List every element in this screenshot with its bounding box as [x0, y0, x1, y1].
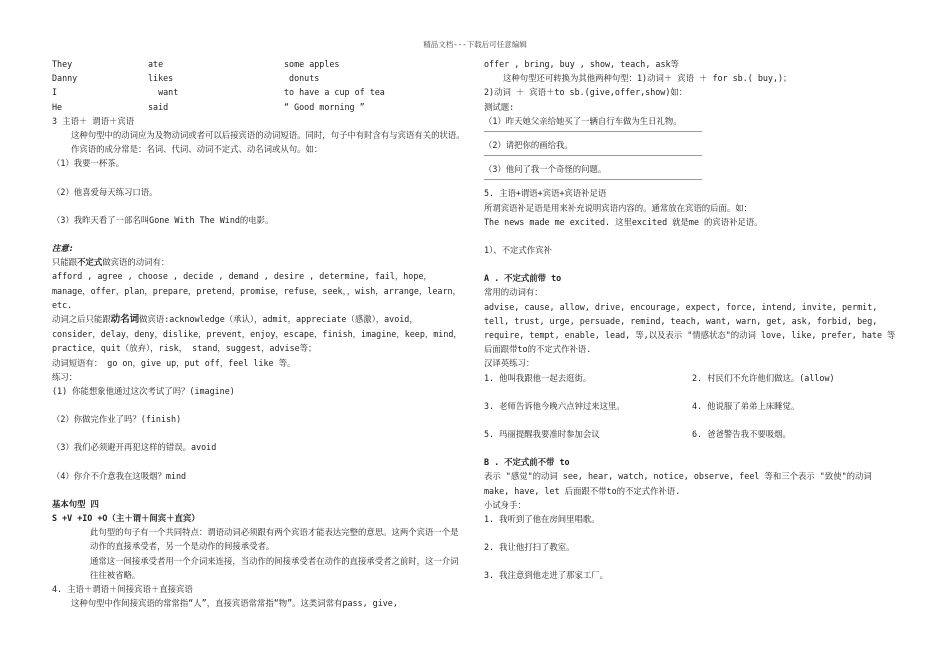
example-row [52, 71, 466, 85]
translation-row [484, 399, 900, 413]
section3-description: 这种句型中的动词应为及物动词或者可以后接宾语的动词短语。同时，句子中有时含有与宾语有关的状语。作宾语的成分常是：名词、代词、动词不定式、动名词或从句。如： [71, 130, 465, 155]
translation-item: 2. 村民们不允许他们做这。(allow) [692, 372, 835, 383]
section5-title: 5. 主语+谓语+宾语+宾语补足语 [484, 188, 607, 199]
translation-item: 3. 老师告诉他今晚六点钟过来这里。 [484, 400, 625, 411]
verb-cell: ate [148, 59, 164, 69]
conversion-note: 这种句型还可转换为其他两种句型：1)动词＋ 宾语 ＋ for sb.( buy,)； [503, 73, 792, 84]
page-header: 精品文档---下载后可任意编辑 [423, 40, 527, 49]
translation-item: 6. 爸爸警告我不要吸烟。 [692, 429, 791, 440]
translation-title: 汉译英练习： [484, 358, 535, 369]
practice-title: 练习： [52, 371, 78, 382]
infinitive-verbs-list: afford , agree , choose , decide , demand , desire , determine, fail，hope，manage，offer，plan，prepare，pretend，promise，refuse，seek，，wish，arrange，learn，etc. [52, 271, 461, 310]
right-column [484, 57, 900, 583]
verb-cell: said [148, 101, 169, 112]
translation-item: 1. 他叫我跟他一起去逛街。 [484, 372, 592, 383]
conversion-note-2: 2)动词 ＋ 宾语＋to sb.(give,offer,show)如： [484, 87, 688, 98]
practice-2: （2）你做完作业了吗？(finish) [52, 414, 182, 425]
translation-row [484, 427, 900, 441]
basic-pattern-formula: S +V +IO +O（主＋谓＋间宾＋直宾） [52, 513, 200, 524]
part-a-common-verbs: 常用的动词有： [484, 287, 543, 298]
example-row [52, 100, 466, 114]
object-cell: to have a cup of tea [284, 87, 385, 98]
section4-title: 4. 主语＋谓语＋间接宾语＋直接宾语 [52, 584, 193, 595]
test-question-1: （1）昨天她父亲给她买了一辆自行车做为生日礼物。 [484, 115, 682, 126]
basic-pattern-description-1: 此句型的句子有一个共同特点：谓语动词必须跟有两个宾语才能表达完整的意思。这两个宾语一个是动作的直接承受者，另一个是动作的间接承受者。 [90, 527, 459, 552]
section3-example-1: （1）我要一杯茶。 [52, 158, 125, 169]
test-question-3: （3）他问了我一个奇怪的问题。 [484, 164, 607, 175]
note-infinitive-intro: 只能跟不定式做宾语的动词有： [52, 257, 170, 268]
part-a-verbs-list: advise, cause, allow, drive, encourage, expect, force, intend, invite, permit, tell, trust, urge, persuade, remind, teach, want, warn, get, ask, forbid, beg, require, tempt, enable, lead, 等,以及表示 "情感状态"的动词 love, like, prefer, hate 等后面跟带to的不定式作补语. [484, 301, 896, 355]
answer-line[interactable] [484, 131, 702, 132]
basic-pattern-description-2: 通常这一间接承受者用一个介词来连接，当动作的间接承受者在动作的直接承受者之前时，这一介词往往被省略。 [90, 555, 459, 580]
part-b-description: 表示 "感觉"的动词 see, hear, watch, notice, observe, feel 等和三个表示 "致使"的动词 make, have, let 后面跟不带to的不定式作补语. [484, 471, 872, 496]
section5-example: The news made me excited. 这里excited 就是me 的宾语补足语。 [484, 216, 763, 227]
section3-title: 3 主语＋ 谓语＋宾语 [52, 115, 135, 126]
basic-pattern-title: 基本句型 四 [52, 498, 99, 509]
translation-item: 4. 他说服了弟弟上床睡觉。 [692, 400, 800, 411]
object-cell: some apples [284, 59, 340, 69]
answer-line[interactable] [484, 179, 702, 180]
phrasal-verbs: 动词短语有： go on，give up，put off，feel like 等。 [52, 357, 296, 368]
gerund-verbs-list: 动词之后只能跟动名词做宾语:acknowledge（承认），admit，appreciate（感激），avoid，consider，delay，deny，dislike，prevent，enjoy，escape，finish，imagine，keep，mind，practice，quit（放弃），risk， stand，suggest，advise等； [52, 314, 462, 354]
section3-example-3: （3）我昨天看了一部名叫Gone With The Wind的电影。 [52, 214, 274, 225]
section5-description: 所谓宾语补足语是用来补充说明宾语内容的。通常放在宾语的后面。如： [484, 202, 752, 213]
verb-cell: likes [148, 73, 174, 84]
part-b-title: B . 不定式前不带 to [484, 457, 570, 468]
object-cell: “ Good morning ” [284, 101, 365, 112]
test-question-2: （2）请把你的画给我。 [484, 140, 573, 151]
section4-description: 这种句型中作间接宾语的常常指“人”，直接宾语常常指“物”。这类词常有pass, give, [71, 598, 398, 609]
note-title: 注意: [52, 243, 74, 254]
subsection-infinitive: 1）、不定式作宾补 [484, 245, 552, 256]
verb-cell: want [148, 87, 179, 98]
test-title: 测试题: [484, 101, 515, 112]
quiz-item-1: 1. 我听到了他在房间里唱歌。 [484, 514, 600, 525]
section3-example-2: （2）他喜爱每天练习口语。 [52, 186, 158, 197]
quiz-title: 小试身手： [484, 499, 526, 510]
translation-row [484, 371, 900, 385]
left-column [52, 57, 466, 611]
example-row [52, 85, 466, 99]
quiz-item-3: 3. 我注意到他走进了那家工厂。 [484, 570, 609, 581]
verb-list-continued: offer , bring, buy , show, teach, ask等 [484, 59, 679, 69]
object-cell: donuts [284, 73, 320, 84]
example-row [52, 57, 466, 71]
subject-cell: Danny [52, 73, 78, 84]
practice-3: （3）我们必须避开再犯这样的错误。avoid [52, 442, 217, 453]
subject-cell: I [52, 87, 58, 98]
answer-line[interactable] [484, 155, 702, 156]
subject-cell: They [52, 59, 73, 69]
quiz-item-2: 2. 我让他打扫了教室。 [484, 542, 575, 553]
subject-cell: He [52, 101, 63, 112]
practice-4: （4）你介不介意我在这吸烟？mind [52, 470, 187, 481]
practice-1: (1) 你能想象他通过这次考试了吗？(imagine) [52, 386, 235, 397]
translation-item: 5. 玛丽提醒我要准时参加会议 [484, 429, 600, 440]
part-a-title: A . 不定式前带 to [484, 273, 562, 284]
